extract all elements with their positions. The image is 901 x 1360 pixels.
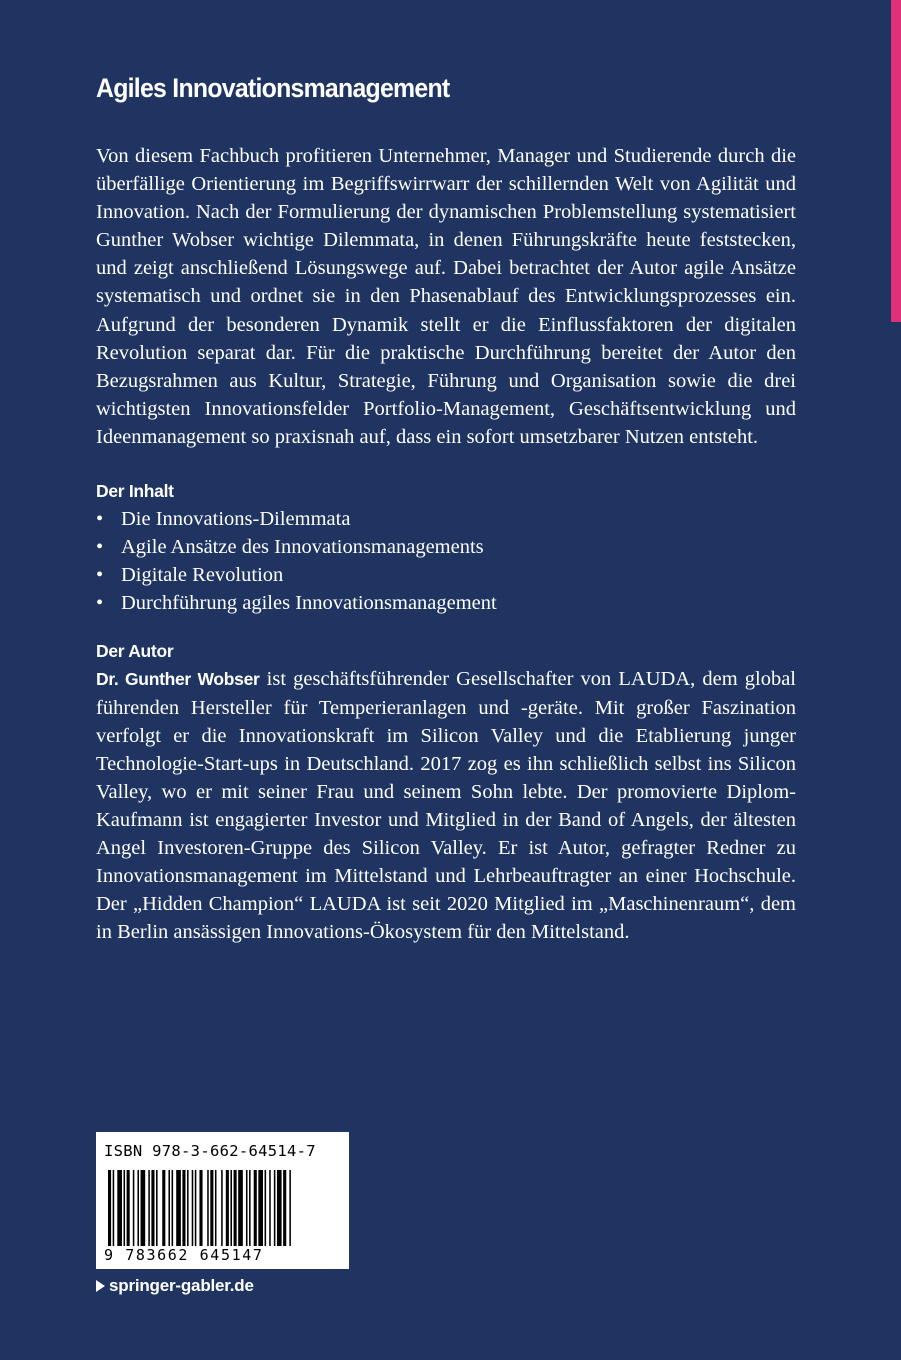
list-item-text: Digitale Revolution (121, 564, 284, 587)
accent-bar (891, 0, 901, 322)
list-item-text: Die Innovations-Dilemmata (121, 508, 351, 531)
bullet-icon: • (96, 536, 104, 559)
author-bio: ist geschäftsführender Gesellschafter von LAUDA, dem global führenden Hersteller für Temperieranlagen und -geräte. Mit großer Faszination verfolgt er die Innovationskraft im Silicon Valley und die Etablierung junger Technologie-Start-ups in Deutschland. 2017 zog es ihn schließlich selbst ins Silicon Valley, wo er mit seiner Frau und seinem Sohn lebte. Der promovierte Diplom-Kaufmann ist engagierter Investor und Mitglied in der Band of Angels, der ältesten Angel Investoren-Gruppe des Silicon Valley. Er ist Autor, gefragter Redner zu Innovationsmanagement im Mittelstand und Lehrbeauftragter an einer Hochschule. Der „Hidden Champion“ LAUDA ist seit 2020 Mitglied im „Maschinenraum“, dem in Berlin ansässigen Innovations-Ökosystem für den Mittelstand. (96, 668, 797, 944)
contents-heading: Der Inhalt (96, 481, 174, 502)
barcode-bars (104, 1170, 341, 1246)
bullet-icon: • (96, 508, 104, 531)
back-cover-content (96, 68, 796, 946)
arrow-right-icon (96, 1280, 105, 1292)
isbn-barcode (96, 1132, 349, 1269)
author-paragraph (96, 665, 796, 946)
intro-paragraph: Von diesem Fachbuch profitieren Unternehmer, Manager und Studierende durch die überfällige Orientierung im Begriffswirrwarr der schillernden Welt von Agilität und Innovation. Nach der Formulierung der dynamischen Problemstellung systematisiert Gunther Wobser wichtige Dilemmata, in denen Führungskräfte heute feststecken, und zeigt anschließend Lösungswege auf. Dabei betrachtet der Autor agile Ansätze systematisch und ordnet sie in den Phasenablauf des Entwicklungsprozesses ein. Aufgrund der besonderen Dynamik stellt er die Einflussfaktoren der digitalen Revolution separat dar. Für die praktische Durchführung bereitet der Autor den Bezugsrahmen aus Kultur, Strategie, Führung und Organisation sowie die drei wichtigsten Innovationsfelder Portfolio-Management, Geschäftsentwicklung und Ideenmanagement so praxisnah auf, dass ein sofort umsetzbarer Nutzen entsteht. (96, 145, 796, 448)
bullet-icon: • (96, 592, 104, 615)
contents-list (96, 505, 796, 617)
list-item-text: Agile Ansätze des Innovationsmanagements (121, 536, 484, 559)
author-name: Dr. Gunther Wobser (96, 669, 260, 690)
bullet-icon: • (96, 564, 104, 587)
publisher-website[interactable] (96, 1276, 254, 1296)
list-item (96, 589, 796, 617)
book-title: Agiles Innovationsmanagement (96, 73, 450, 103)
barcode-digits: 9 783662 645147 (104, 1246, 264, 1264)
list-item (96, 505, 796, 533)
list-item (96, 533, 796, 561)
list-item-text: Durchführung agiles Innovationsmanagement (121, 592, 497, 615)
website-label: springer-gabler.de (109, 1276, 254, 1295)
isbn-label: ISBN 978-3-662-64514-7 (104, 1142, 316, 1160)
author-heading: Der Autor (96, 641, 174, 662)
list-item (96, 561, 796, 589)
